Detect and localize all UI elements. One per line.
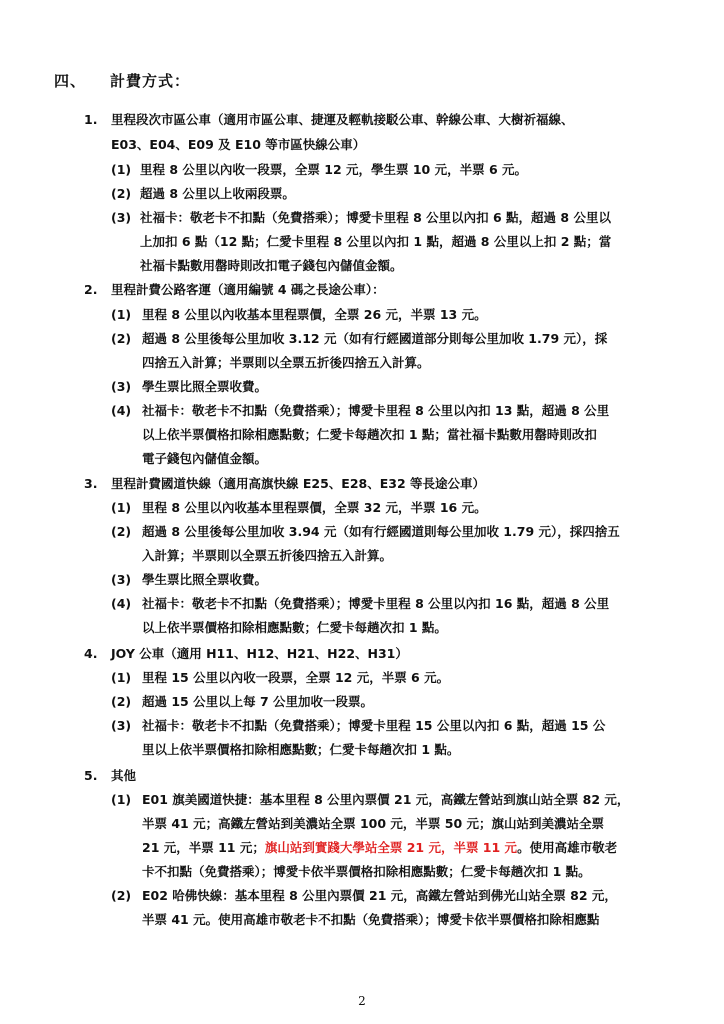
sub-text: 半票 41 元；高鐵左營站到美濃站全票 100 元，半票 50 元；旗山站到美濃站全票 [142,816,604,831]
sub-text: 半票 41 元。使用高雄市敬老卡不扣點（免費搭乘）；博愛卡依半票價格扣除相應點 [142,912,600,927]
sub-text: 社福卡：敬老卡不扣點（免費搭乘）；博愛卡里程 8 公里以內扣 6 點，超過 8 公里以 [140,210,611,225]
section-heading [54,70,190,91]
sub-text: 以上依半票價格扣除相應點數；仁愛卡每趟次扣 1 點。 [142,620,447,635]
item-text: 里程段次市區公車（適用市區公車、捷運及輕軌接駁公車、幹線公車、大樹祈福線、 [111,112,574,127]
sub-number: (3) [111,572,132,587]
sub-text: 超過 8 公里後每公里加收 3.12 元（如有行經國道部分則每公里加收 1.79 元），採 [142,331,608,346]
sub-number: (4) [111,403,132,418]
sub-text: 里以上依半票價格扣除相應點數；仁愛卡每趟次扣 1 點。 [142,742,460,757]
sub-text-segment: 。使用高雄市敬老 [517,840,618,855]
sub-number: (2) [111,694,132,709]
sub-text: 超過 8 公里以上收兩段票。 [140,186,295,201]
item-text: 其他 [111,768,137,783]
sub-number: (1) [111,670,132,685]
section-number: 四、 [54,72,87,90]
sub-number: (1) [111,500,132,515]
sub-text: 上加扣 6 點（12 點；仁愛卡里程 8 公里以內扣 1 點，超過 8 公里以上扣 2 點；當 [140,234,612,249]
sub-text-segment: 21 元，半票 11 元； [142,840,265,855]
sub-text: 超過 8 公里後每公里加收 3.94 元（如有行經國道則每公里加收 1.79 元），採四捨五 [142,524,620,539]
sub-number: (2) [111,186,132,201]
sub-text: 社福卡點數用罄時則改扣電子錢包內儲值金額。 [140,258,403,273]
item-text: 里程計費國道快線（適用高旗快線 E25、E28、E32 等長途公車） [111,476,486,491]
sub-text: 超過 15 公里以上每 7 公里加收一段票。 [142,694,374,709]
sub-text: 社福卡：敬老卡不扣點（免費搭乘）；博愛卡里程 8 公里以內扣 13 點，超過 8 公里 [142,403,610,418]
item-number: 1. [84,112,98,127]
sub-number: (2) [111,331,132,346]
sub-number: (2) [111,524,132,539]
sub-text: 社福卡：敬老卡不扣點（免費搭乘）；博愛卡里程 8 公里以內扣 16 點，超過 8 公里 [142,596,610,611]
sub-text: 社福卡：敬老卡不扣點（免費搭乘）；博愛卡里程 15 公里以內扣 6 點，超過 15 公 [142,718,606,733]
section-title: 計費方式： [110,72,191,90]
sub-number: (1) [111,307,132,322]
sub-text: 四捨五入計算；半票則以全票五折後四捨五入計算。 [142,355,430,370]
sub-text: 以上依半票價格扣除相應點數；仁愛卡每趟次扣 1 點；當社福卡點數用罄時則改扣 [142,427,597,442]
sub-text: 里程 8 公里以內收基本里程票價，全票 26 元，半票 13 元。 [142,307,487,322]
page-number: 2 [358,994,366,1008]
item-text: JOY 公車（適用 H11、H12、H21、H22、H31） [111,646,408,661]
sub-text: 里程 15 公里以內收一段票，全票 12 元，半票 6 元。 [142,670,450,685]
sub-number: (2) [111,888,132,903]
sub-text-mixed [142,838,617,858]
item-number: 2. [84,282,98,297]
highlighted-fare-text: 旗山站到實踐大學站全票 21 元，半票 11 元 [264,840,518,855]
sub-text: E01 旗美國道快捷：基本里程 8 公里內票價 21 元，高鐵左營站到旗山站全票 82 元， [142,792,630,807]
item-text: 里程計費公路客運（適用編號 4 碼之長途公車）： [111,282,385,297]
sub-text: E02 哈佛快線：基本里程 8 公里內票價 21 元，高鐵左營站到佛光山站全票 82 元， [142,888,617,903]
sub-number: (1) [111,162,132,177]
sub-text: 學生票比照全票收費。 [142,379,268,394]
sub-number: (3) [111,379,132,394]
sub-number: (4) [111,596,132,611]
item-number: 5. [84,768,98,783]
sub-text: 學生票比照全票收費。 [142,572,268,587]
sub-text: 里程 8 公里以內收一段票，全票 12 元，學生票 10 元，半票 6 元。 [140,162,528,177]
sub-text: 里程 8 公里以內收基本里程票價，全票 32 元，半票 16 元。 [142,500,487,515]
sub-text: 入計算；半票則以全票五折後四捨五入計算。 [142,548,393,563]
sub-number: (3) [111,210,132,225]
sub-text: 卡不扣點（免費搭乘）；博愛卡依半票價格扣除相應點數；仁愛卡每趟次扣 1 點。 [142,864,591,879]
sub-number: (1) [111,792,132,807]
sub-text: 電子錢包內儲值金額。 [142,451,268,466]
sub-number: (3) [111,718,132,733]
item-number: 3. [84,476,98,491]
item-text: E03、E04、E09 及 E10 等市區快線公車） [111,137,366,152]
item-number: 4. [84,646,98,661]
